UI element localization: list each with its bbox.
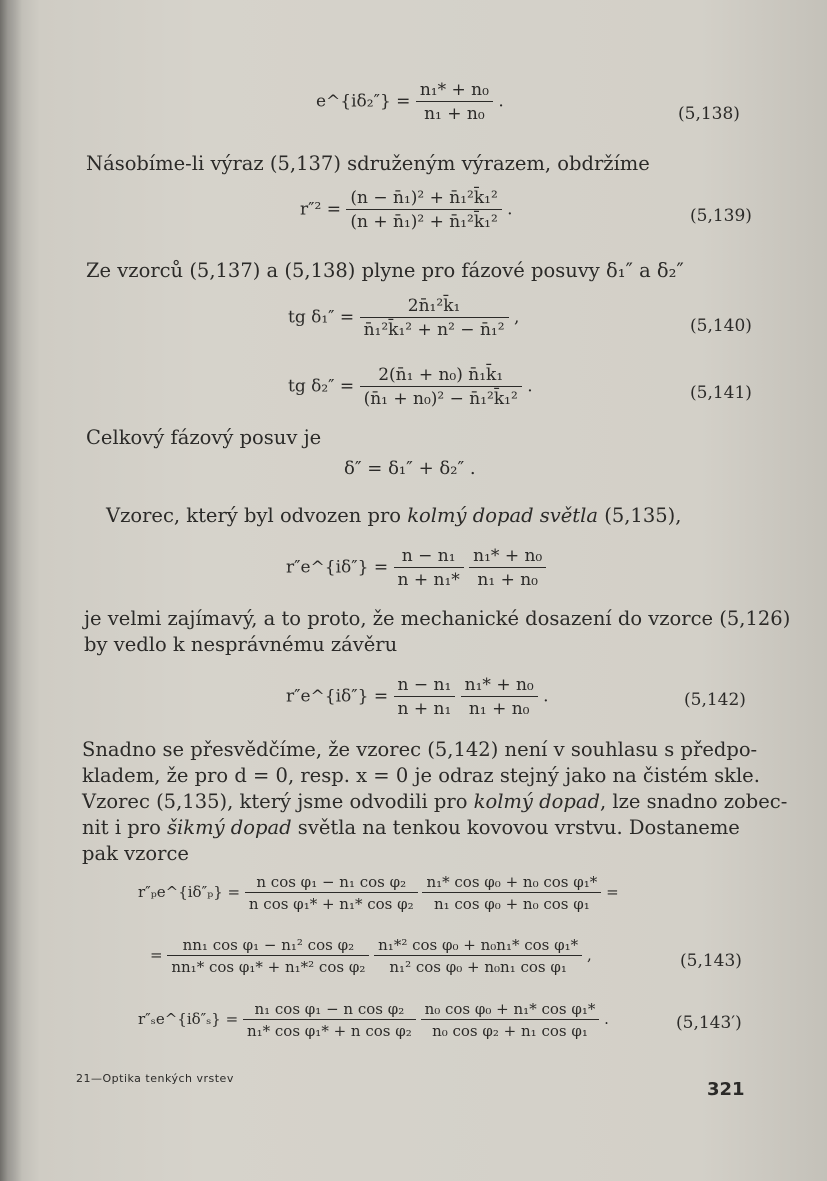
page-number: 321 (707, 1079, 745, 1100)
eq-numerator: n₁* + n₀ (416, 80, 493, 102)
eq-denominator: n̄₁²k̄₁² + n² − n̄₁² (363, 320, 505, 340)
eq-denominator: nn₁* cos φ₁* + n₁*² cos φ₂ (171, 958, 366, 976)
emphasis-text: šikmý dopad (167, 816, 292, 839)
eq-numerator: n₁* + n₀ (469, 546, 546, 568)
eq-lhs: tg δ₁″ = (288, 307, 355, 328)
eq-fraction (394, 546, 464, 590)
paragraph-line: Celkový fázový posuv je (86, 426, 322, 449)
equation-number: (5,139) (690, 206, 752, 226)
eq-lhs: r″e^{iδ″} = (286, 686, 389, 707)
eq-numerator: n₁*² cos φ₀ + n₀n₁* cos φ₁* (374, 936, 582, 956)
paragraph-line: Ze vzorců (5,137) a (5,138) plyne pro fázové posuvy δ₁″ a δ₂″ (86, 259, 684, 282)
paragraph-line: Snadno se přesvědčíme, že vzorec (5,142) není v souhlasu s předpo- (82, 738, 758, 761)
eq-tail: , (513, 307, 520, 328)
equation-number: (5,143′) (676, 1013, 742, 1033)
eq-fraction (243, 1000, 416, 1040)
paragraph-line: pak vzorce (82, 842, 189, 865)
emphasis-text: kolmý dopad světla (407, 504, 599, 527)
eq-numerator: n₁* cos φ₀ + n₀ cos φ₁* (422, 873, 601, 893)
eq-numerator: n₁* + n₀ (461, 675, 538, 697)
eq-denominator: n + n₁* (397, 570, 460, 590)
eq-lhs: = (150, 946, 163, 964)
eq-tail: . (527, 376, 533, 397)
equation-5-139 (300, 188, 513, 232)
eq-lhs: r″ₚe^{iδ″ₚ} = (138, 883, 241, 901)
eq-tail: . (498, 91, 504, 112)
eq-fraction (245, 873, 418, 913)
eq-fraction (394, 675, 456, 719)
equation-5-135 (286, 546, 546, 590)
equation-5-143-s (138, 1000, 609, 1040)
eq-fraction (374, 936, 582, 976)
paragraph-line: kladem, že pro d = 0, resp. x = 0 je odraz stejný jako na čistém skle. (82, 764, 760, 787)
eq-fraction (422, 873, 601, 913)
eq-lhs: r″² = (300, 199, 341, 220)
eq-tail: . (604, 1010, 609, 1028)
eq-fraction (461, 675, 538, 719)
eq-tail: = (606, 883, 619, 901)
eq-lhs: r″ₛe^{iδ″ₛ} = (138, 1010, 239, 1028)
equation-5-143-expanded (150, 936, 592, 976)
eq-fraction (421, 1000, 600, 1040)
eq-numerator: n − n₁ (394, 675, 456, 697)
eq-denominator: n₁ + n₀ (477, 570, 539, 590)
eq-denominator: n cos φ₁* + n₁* cos φ₂ (248, 895, 414, 913)
equation-5-142 (286, 675, 549, 719)
eq-fraction (167, 936, 369, 976)
eq-lhs: r″e^{iδ″} = (286, 557, 389, 578)
eq-numerator: n₀ cos φ₀ + n₁* cos φ₁* (421, 1000, 600, 1020)
equation-5-140 (288, 296, 519, 340)
paragraph-line (106, 503, 681, 529)
eq-numerator: 2n̄₁²k̄₁ (360, 296, 509, 318)
eq-tail: , (586, 946, 592, 964)
eq-numerator: nn₁ cos φ₁ − n₁² cos φ₂ (167, 936, 369, 956)
equation-total-phase: δ″ = δ₁″ + δ₂″ . (344, 458, 476, 479)
eq-lhs: tg δ₂″ = (288, 376, 355, 397)
paragraph-line: je velmi zajímavý, a to proto, že mechanické dosazení do vzorce (5,126) (84, 607, 791, 630)
eq-denominator: n₁* cos φ₁* + n cos φ₂ (246, 1022, 412, 1040)
text-run: nit i pro (82, 816, 168, 839)
equation-number: (5,143) (680, 951, 742, 971)
paragraph-line: Násobíme-li výraz (5,137) sdruženým výrazem, obdržíme (86, 152, 650, 175)
eq-denominator: n₁ + n₀ (424, 104, 485, 124)
text-run: , lze snadno zobec- (599, 790, 788, 813)
equation-5-138 (316, 80, 504, 124)
eq-fraction (360, 365, 522, 409)
eq-numerator: n − n₁ (394, 546, 464, 568)
eq-denominator: (n + n̄₁)² + n̄₁²k̄₁² (350, 212, 498, 232)
eq-lhs: e^{iδ₂″} = (316, 91, 411, 112)
equation-5-141 (288, 365, 533, 409)
equation-number: (5,141) (690, 383, 752, 403)
book-spine-shadow (0, 0, 22, 1181)
eq-fraction (469, 546, 546, 590)
eq-denominator: n₀ cos φ₂ + n₁ cos φ₁ (432, 1022, 588, 1040)
eq-denominator: n₁ cos φ₀ + n₀ cos φ₁ (433, 895, 590, 913)
footer-signature: 21—Optika tenkých vrstev (76, 1072, 234, 1085)
eq-numerator: (n − n̄₁)² + n̄₁²k̄₁² (346, 188, 501, 210)
eq-denominator: n₁ + n₀ (468, 699, 530, 719)
eq-tail: . (507, 199, 513, 220)
eq-denominator: n + n₁ (397, 699, 452, 719)
eq-fraction (416, 80, 493, 124)
equation-number: (5,142) (684, 690, 746, 710)
text-run: světla na tenkou kovovou vrstvu. Dostaneme (291, 816, 740, 839)
equation-number: (5,138) (678, 104, 740, 124)
eq-numerator: 2(n̄₁ + n₀) n̄₁k̄₁ (360, 365, 522, 387)
text-run: Vzorec (5,135), který jsme odvodili pro (82, 790, 474, 813)
eq-denominator: n₁² cos φ₀ + n₀n₁ cos φ₁ (389, 958, 567, 976)
text-run: (5,135), (598, 504, 682, 527)
eq-denominator: (n̄₁ + n₀)² − n̄₁²k̄₁² (363, 389, 518, 409)
eq-numerator: n cos φ₁ − n₁ cos φ₂ (245, 873, 418, 893)
eq-numerator: n₁ cos φ₁ − n cos φ₂ (243, 1000, 416, 1020)
text-run: Vzorec, který byl odvozen pro (106, 504, 408, 527)
paragraph-line (82, 815, 740, 841)
equation-5-143-p (138, 873, 619, 913)
eq-fraction (346, 188, 501, 232)
equation-number: (5,140) (690, 316, 752, 336)
paragraph-line: by vedlo k nesprávnému závěru (84, 633, 398, 656)
eq-tail: . (543, 686, 549, 707)
eq-fraction (360, 296, 509, 340)
emphasis-text: kolmý dopad (473, 790, 600, 813)
paragraph-line (82, 789, 787, 815)
